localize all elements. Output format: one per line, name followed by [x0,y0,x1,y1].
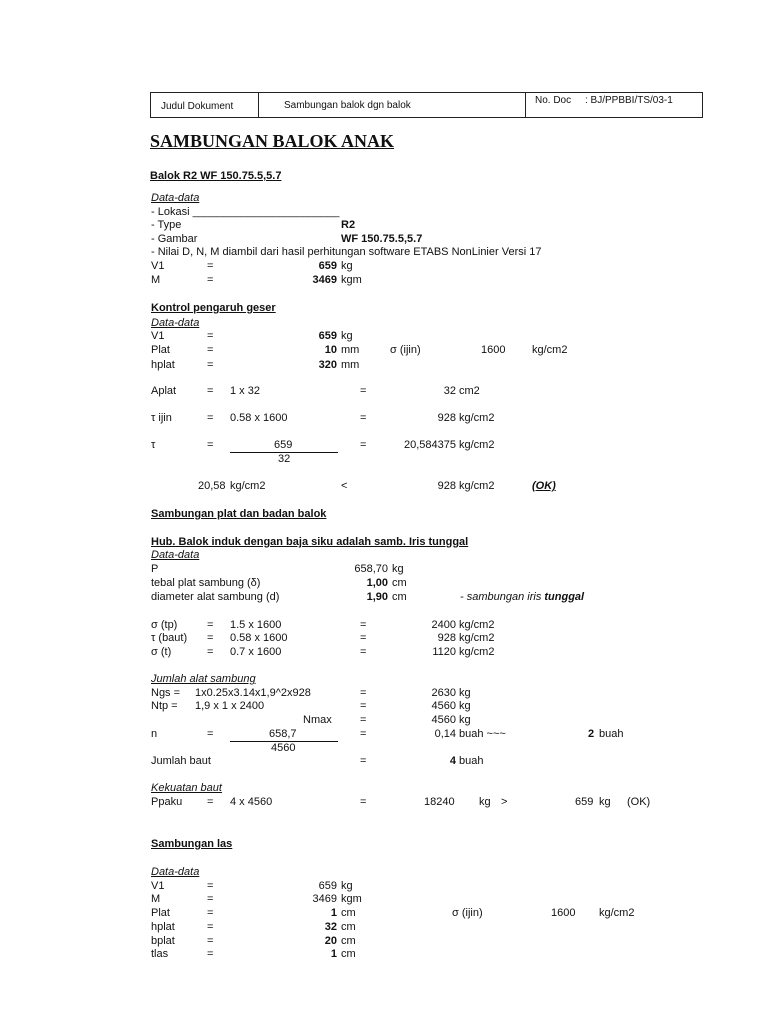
m-value: 3469 [312,274,337,286]
iris-note [460,591,584,604]
aplat-value: 32 [443,385,456,397]
ngs-label: Ngs = [151,687,181,699]
hplat-label: hplat [151,359,175,371]
tau-baut-label: τ (baut) [151,632,188,644]
equals: = [207,728,214,740]
equals: = [360,619,367,631]
p-label: P [151,563,159,575]
m-unit: kgm [341,893,362,905]
ppaku-compare-unit: kg [599,796,611,808]
m-label: M [151,893,161,905]
plat-unit: cm [341,907,356,919]
bplat-label: bplat [151,935,175,947]
tau-numerator: 659 [274,439,293,451]
v1-label: V1 [151,880,165,892]
compare-right-unit: kg/cm2 [459,480,495,492]
n-rounded-unit: buah [599,728,624,740]
tlas-value: 1 [330,948,337,960]
equals: = [360,755,367,767]
equals: = [207,880,214,892]
lokasi-row: - Lokasi ________________________ [151,206,340,218]
sub-heading: Hub. Balok induk dengan baja siku adalah samb. Iris tunggal [151,536,469,548]
ppaku-value: 18240 [424,796,455,808]
tau-ijin-label: τ ijin [151,412,172,424]
data-label: Data-data [151,317,200,329]
ngs-value: 2630 [431,687,456,699]
aplat-expression: 1 x 32 [230,385,260,397]
gambar-label: - Gambar [151,233,198,245]
v1-unit: kg [341,330,353,342]
document-header [150,92,703,118]
judul-value: Sambungan balok dgn balok [284,100,411,111]
nodoc-label: No. Doc [535,95,572,106]
tlas-unit: cm [341,948,356,960]
hplat-label: hplat [151,921,175,933]
jumlah-baut-unit: buah [459,755,484,767]
compare-left-value: 20,58 [198,480,226,492]
equals: = [207,439,214,451]
data-label: Data-data [151,549,200,561]
nmax-unit: kg [459,714,471,726]
ok-status: (OK) [532,480,556,492]
sigma-ijin-value: 1600 [551,907,576,919]
kekuatan-baut-label: Kekuatan baut [151,782,222,794]
tau-denominator: 32 [278,453,291,465]
equals: = [207,632,214,644]
equals: = [360,700,367,712]
judul-label: Judul Dokument [161,101,234,112]
equals: = [207,385,214,397]
tlas-label: tlas [151,948,169,960]
equals: = [207,796,214,808]
equals: = [360,632,367,644]
compare-right-value: 928 [437,480,456,492]
equals: = [207,412,214,424]
page-title: SAMBUNGAN BALOK ANAK [150,131,395,151]
v1-unit: kg [341,880,353,892]
equals: = [360,687,367,699]
n-label: n [151,728,158,740]
diameter-value: 1,90 [366,591,388,603]
tau-unit: kg/cm2 [459,439,495,451]
sigma-tp-label: σ (tp) [151,619,178,631]
compare-operator: < [341,480,348,492]
sigma-t-unit: kg/cm2 [459,646,495,658]
plat-value: 10 [324,344,337,356]
v1-value: 659 [318,880,337,892]
nmax-value: 4560 [431,714,456,726]
n-numerator: 658,7 [269,728,297,740]
equals: = [207,907,214,919]
equals: = [207,330,214,342]
equals: = [360,385,367,397]
equals: = [207,359,214,371]
tebal-label: tebal plat sambung (δ) [151,577,261,589]
n-unit: buah ~~~ [459,728,506,740]
iris-note-text: - sambungan iris [460,591,545,603]
tau-ijin-value: 928 [437,412,456,424]
jumlah-baut-value: 4 [449,755,456,767]
ok-status: (OK) [627,796,651,808]
iris-note-bold: tunggal [544,591,585,603]
sigma-ijin-unit: kg/cm2 [532,344,568,356]
equals: = [207,260,214,272]
ngs-expression: 1x0.25x3.14x1,9^2x928 [195,687,311,699]
plat-label: Plat [151,344,170,356]
equals: = [360,796,367,808]
ppaku-expression: 4 x 4560 [230,796,273,808]
v1-unit: kg [341,260,353,272]
nodoc-value: : BJ/PPBBI/TS/03-1 [585,95,673,106]
hplat-value: 320 [318,359,337,371]
plat-label: Plat [151,907,170,919]
hplat-value: 32 [324,921,337,933]
section-heading: Balok R2 WF 150.75.5,5.7 [150,170,282,182]
bplat-value: 20 [324,935,337,947]
m-label: M [151,274,161,286]
sigma-ijin-label: σ (ijin) [390,344,421,356]
section-heading: Sambungan plat dan badan balok [151,508,327,520]
jumlah-alat-label: Jumlah alat sambung [151,673,256,685]
compare-left-unit: kg/cm2 [230,480,266,492]
equals: = [360,439,367,451]
tau-baut-value: 928 [437,632,456,644]
tau-value: 20,584375 [404,439,456,451]
type-value: R2 [341,219,356,231]
type-label: - Type [151,219,182,231]
aplat-unit: cm2 [459,385,480,397]
v1-label: V1 [151,330,165,342]
hplat-unit: cm [341,921,356,933]
sigma-ijin-label: σ (ijin) [452,907,483,919]
equals: = [207,344,214,356]
hplat-unit: mm [341,359,360,371]
equals: = [207,646,214,658]
tau-baut-unit: kg/cm2 [459,632,495,644]
header-divider [258,93,259,117]
equals: = [207,935,214,947]
v1-value: 659 [318,260,337,272]
ntp-expression: 1,9 x 1 x 2400 [195,700,265,712]
diameter-label: diameter alat sambung (d) [151,591,280,603]
sigma-tp-unit: kg/cm2 [459,619,495,631]
equals: = [207,274,214,286]
sigma-t-expression: 0.7 x 1600 [230,646,282,658]
tau-baut-expression: 0.58 x 1600 [230,632,288,644]
bplat-unit: cm [341,935,356,947]
data-label: Data-data [151,192,200,204]
tau-label: τ [151,439,156,451]
equals: = [207,948,214,960]
ngs-unit: kg [459,687,471,699]
ppaku-label: Ppaku [151,796,183,808]
m-unit: kgm [341,274,362,286]
p-unit: kg [392,563,404,575]
sigma-tp-value: 2400 [431,619,456,631]
v1-label: V1 [151,260,165,272]
tau-ijin-expression: 0.58 x 1600 [230,412,288,424]
sigma-ijin-unit: kg/cm2 [599,907,635,919]
ppaku-compare-value: 659 [575,796,594,808]
aplat-label: Aplat [151,385,177,397]
tebal-unit: cm [392,577,407,589]
gambar-value: WF 150.75.5,5.7 [341,233,423,245]
data-label: Data-data [151,866,200,878]
sigma-tp-expression: 1.5 x 1600 [230,619,282,631]
section-heading: Sambungan las [151,838,233,850]
ppaku-operator: > [501,796,508,808]
equals: = [360,714,367,726]
n-value: 0,14 [434,728,456,740]
diameter-unit: cm [392,591,407,603]
ntp-unit: kg [459,700,471,712]
plat-unit: mm [341,344,360,356]
equals: = [360,412,367,424]
jumlah-baut-label: Jumlah baut [151,755,211,767]
n-rounded-value: 2 [588,728,595,740]
sigma-t-label: σ (t) [151,646,172,658]
equals: = [207,893,214,905]
header-divider [525,93,526,117]
equals: = [360,646,367,658]
p-value: 658,70 [354,563,388,575]
m-value: 3469 [312,893,337,905]
nmax-label: Nmax [303,714,332,726]
sigma-t-value: 1120 [432,646,456,658]
plat-value: 1 [330,907,337,919]
tau-ijin-unit: kg/cm2 [459,412,495,424]
ntp-label: Ntp = [151,700,178,712]
section-heading: Kontrol pengaruh geser [151,302,276,314]
n-denominator: 4560 [271,742,296,754]
equals: = [207,921,214,933]
equals: = [360,728,367,740]
equals: = [207,619,214,631]
v1-value: 659 [318,330,337,342]
sigma-ijin-value: 1600 [481,344,506,356]
ntp-value: 4560 [431,700,456,712]
ppaku-unit: kg [479,796,491,808]
nilai-note: - Nilai D, N, M diambil dari hasil perhitungan software ETABS NonLinier Versi 17 [151,246,542,258]
tebal-value: 1,00 [366,577,388,589]
